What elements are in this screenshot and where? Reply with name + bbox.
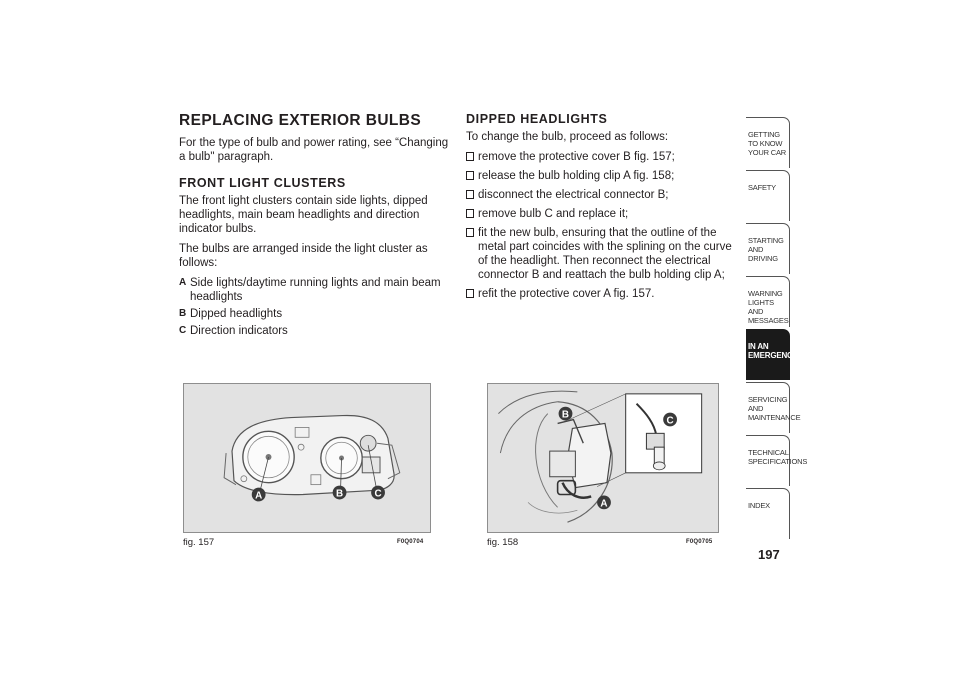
chapter-tabs — [746, 117, 808, 541]
procedure-intro: To change the bulb, proceed as follows: — [466, 131, 669, 143]
list-item: release the bulb holding clip A fig. 158; — [466, 169, 734, 183]
legend-letter: C — [179, 325, 187, 336]
legend-text: Dipped headlights — [190, 308, 283, 320]
figure-157-caption: fig. 157 — [183, 537, 215, 548]
tab-warning-lights-and-messages[interactable]: WARNING LIGHTS AND MESSAGES — [746, 276, 790, 327]
callout-label — [559, 407, 573, 421]
tab-technical-specifications[interactable]: TECHNICAL SPECIFICATIONS — [746, 435, 790, 486]
tab-starting-and-driving[interactable]: STARTING AND DRIVING — [746, 223, 790, 274]
section-heading-front-light-clusters: FRONT LIGHT CLUSTERS — [179, 176, 346, 190]
figure-158-code: F0Q0705 — [686, 539, 713, 545]
svg-text:A: A — [255, 490, 263, 502]
checkbox-bullet-icon — [466, 190, 474, 199]
figure-158-caption: fig. 158 — [487, 537, 519, 548]
svg-text:B: B — [335, 488, 344, 500]
svg-text:A: A — [600, 498, 608, 510]
page-title: REPLACING EXTERIOR BULBS — [179, 112, 422, 129]
callout-label — [371, 486, 385, 500]
checkbox-bullet-icon — [466, 209, 474, 218]
list-item — [179, 324, 449, 338]
checkbox-bullet-icon — [466, 289, 474, 298]
svg-text:B: B — [561, 409, 570, 421]
tab-servicing-and-maintenance[interactable]: SERVICING AND MAINTENANCE — [746, 382, 790, 433]
figure-157-headlight-cluster — [183, 383, 431, 533]
intro-text: For the type of bulb and power rating, see “Changing a bulb" paragraph. — [179, 137, 449, 163]
procedure-steps — [466, 150, 734, 301]
legend-letter: A — [179, 277, 187, 288]
bulb-arrangement-intro: The bulbs are arranged inside the light cluster as follows: — [179, 243, 428, 269]
left-column — [179, 112, 449, 341]
tab-index[interactable]: INDEX — [746, 488, 790, 539]
svg-text:C: C — [666, 415, 674, 427]
tab-in-an-emergency[interactable]: IN AN EMERGENCY — [746, 329, 790, 380]
front-clusters-description: The front light clusters contain side lights, dipped headlights, main beam headlights and direction indicator bulbs. — [179, 195, 428, 235]
list-item — [179, 276, 449, 304]
svg-text:C: C — [374, 488, 382, 500]
bulb-legend-list — [179, 276, 449, 338]
tab-safety[interactable]: SAFETY — [746, 170, 790, 221]
bulb-removal-illustration — [488, 384, 718, 532]
callout-label — [333, 486, 347, 500]
figure-157-code: F0Q0704 — [397, 539, 424, 545]
callout-label — [663, 413, 677, 427]
right-column — [466, 112, 734, 306]
checkbox-bullet-icon — [466, 228, 474, 237]
list-item: fit the new bulb, ensuring that the outline of the metal part coincides with the splining on the curve of the headlight. Then reconnect the electrical connector B and reattach the bulb holding clip A; — [466, 226, 734, 282]
tab-getting-to-know-your-car[interactable]: GETTING TO KNOW YOUR CAR — [746, 117, 790, 168]
legend-letter: B — [179, 308, 187, 319]
legend-text: Side lights/daytime running lights and main beam headlights — [190, 277, 441, 303]
page-number: 197 — [758, 547, 780, 562]
list-item: refit the protective cover A fig. 157. — [466, 287, 734, 301]
list-item: remove the protective cover B fig. 157; — [466, 150, 734, 164]
checkbox-bullet-icon — [466, 171, 474, 180]
headlight-cluster-illustration — [184, 384, 430, 532]
figure-158-bulb-removal — [487, 383, 719, 533]
callout-label — [252, 488, 266, 502]
section-heading-dipped-headlights: DIPPED HEADLIGHTS — [466, 112, 608, 126]
list-item — [179, 307, 449, 321]
list-item: disconnect the electrical connector B; — [466, 188, 734, 202]
list-item: remove bulb C and replace it; — [466, 207, 734, 221]
callout-label — [597, 495, 611, 509]
checkbox-bullet-icon — [466, 152, 474, 161]
legend-text: Direction indicators — [190, 325, 288, 337]
